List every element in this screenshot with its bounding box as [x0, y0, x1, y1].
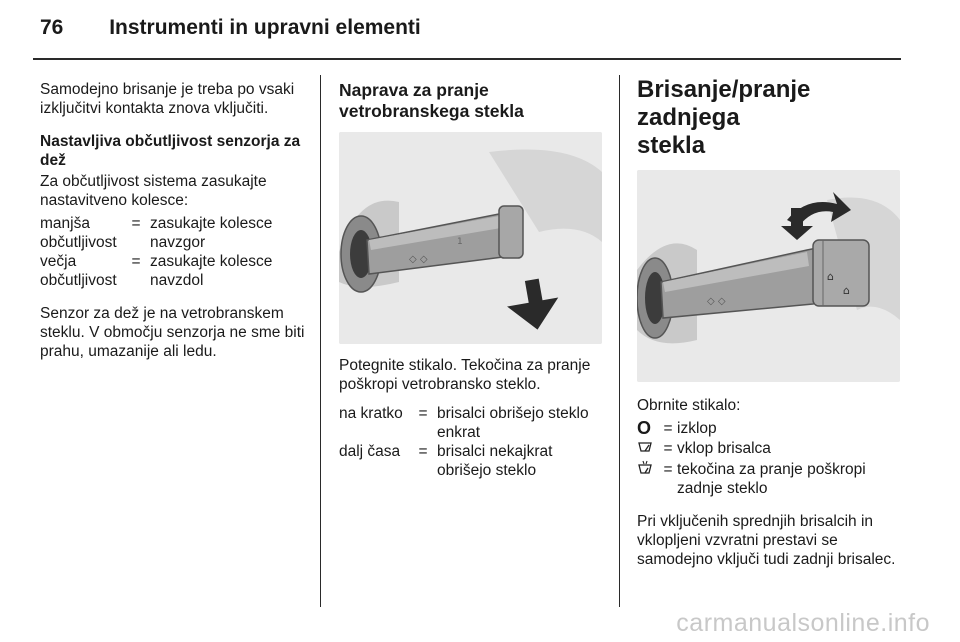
definition-desc: zasukajte kolesce navzgor — [150, 215, 273, 251]
definition-equals: = — [131, 253, 141, 270]
off-symbol: O — [637, 418, 652, 438]
washer-stalk-illustration — [339, 132, 602, 344]
definition-equals: = — [663, 420, 673, 437]
definition-desc: brisalci nekajkrat obrišejo steklo — [437, 443, 553, 479]
washer-definitions — [339, 404, 589, 480]
svg-text:◇ ◇: ◇ ◇ — [409, 254, 428, 265]
definition-row — [637, 419, 866, 439]
definition-row — [40, 214, 272, 252]
svg-text:⌂: ⌂ — [843, 284, 850, 297]
rear-wiper-heading: Brisanje/pranje zadnjega stekla — [637, 76, 811, 159]
sensitivity-definitions — [40, 214, 272, 290]
definition-desc: zasukajte kolesce navzdol — [150, 253, 273, 289]
rear-wiper-paragraph: Pri vključenih sprednjih brisalcih in vklopljeni vzvratni prestavi se samodejno vključi tudi zadnji brisalec. — [637, 513, 896, 568]
rear-wiper-definitions — [637, 419, 866, 498]
definition-row — [339, 404, 589, 442]
definition-row — [637, 439, 866, 460]
watermark: carmanualsonline.info — [676, 609, 930, 637]
definition-equals: = — [663, 440, 673, 457]
definition-term: večja občutljivost — [40, 253, 117, 289]
definition-desc: tekočina za pranje poškropi zadnje steklo — [677, 461, 866, 497]
svg-text:◇ ◇: ◇ ◇ — [707, 296, 726, 307]
rain-sensor-paragraph: Senzor za dež je na vetrobranskem steklu. V območju senzorja ne sme biti prahu, umazanije ali ledu. — [40, 305, 305, 360]
rear-wiper-icon — [637, 439, 659, 460]
definition-row — [637, 460, 866, 498]
column-divider-1 — [320, 75, 321, 607]
definition-row — [40, 252, 272, 290]
rear-wiper-intro: Obrnite stikalo: — [637, 397, 741, 414]
svg-text:⌂: ⌂ — [827, 270, 834, 283]
column-3 — [637, 76, 905, 583]
sensitivity-heading: Nastavljiva občutljivost senzorja za dež — [40, 133, 301, 169]
sensitivity-intro: Za občutljivost sistema zasukajte nastavitveno kolesce: — [40, 173, 267, 209]
definition-term: dalj časa — [339, 443, 401, 460]
page-title: Instrumenti in upravni elementi — [109, 16, 421, 39]
page-number: 76 — [40, 16, 64, 39]
column-divider-2 — [619, 75, 620, 607]
page-header — [40, 16, 421, 40]
definition-desc: izklop — [677, 420, 717, 437]
definition-equals: = — [418, 443, 428, 460]
washer-caption: Potegnite stikalo. Tekočina za pranje poškropi vetrobransko steklo. — [339, 357, 591, 393]
definition-desc: vklop brisalca — [677, 440, 771, 457]
definition-equals: = — [131, 215, 141, 232]
header-rule — [33, 58, 901, 60]
rear-washer-icon — [637, 460, 659, 498]
definition-row — [339, 442, 589, 480]
column-1 — [40, 80, 308, 375]
svg-text:1: 1 — [457, 237, 463, 247]
definition-equals: = — [418, 405, 428, 422]
auto-wipe-paragraph: Samodejno brisanje je treba po vsaki izključitvi kontakta znova vključiti. — [40, 81, 295, 117]
definition-desc: brisalci obrišejo steklo enkrat — [437, 405, 589, 441]
washer-heading: Naprava za pranje vetrobranskega stekla — [339, 80, 524, 121]
rear-wiper-stalk-illustration — [637, 170, 900, 382]
definition-equals: = — [663, 461, 673, 478]
column-2 — [339, 80, 605, 494]
definition-term: na kratko — [339, 405, 403, 422]
definition-term: manjša občutljivost — [40, 215, 117, 251]
